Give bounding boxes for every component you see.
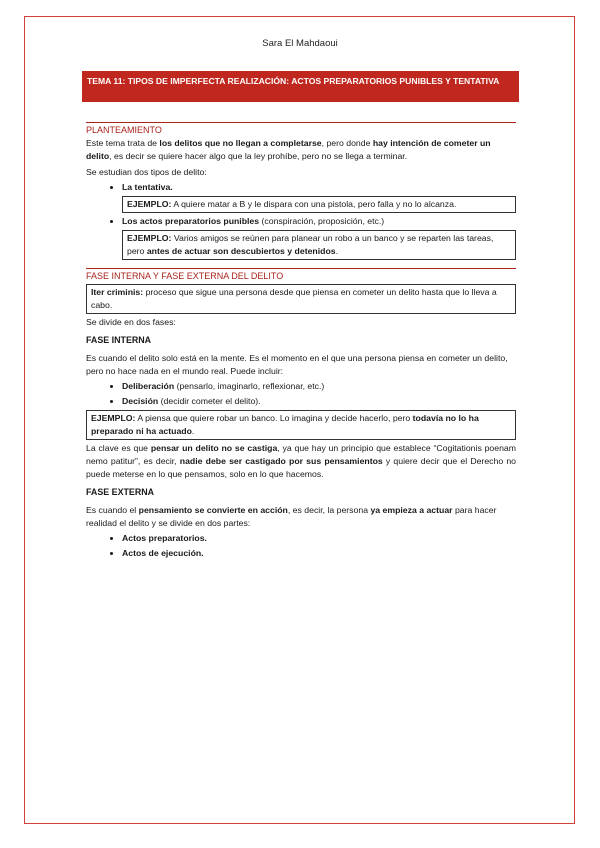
text-run: A quiere matar a B y le dispara con una pistola, pero falla y no lo alcanza. <box>171 199 457 209</box>
list-item-actos-ejecucion <box>122 547 516 560</box>
list-item-deliberacion <box>122 380 516 393</box>
text-run: , pero donde <box>321 138 373 148</box>
example-box-fase-interna <box>86 410 516 440</box>
text-run: La clave es que <box>86 443 151 453</box>
section-heading-planteamiento: PLANTEAMIENTO <box>86 122 516 137</box>
page-header-author: Sara El Mahdaoui <box>262 38 338 49</box>
example-box-tentativa <box>122 196 516 213</box>
bold-text-run: Los actos preparatorios punibles <box>122 216 260 226</box>
planteamiento-intro-list: Se estudian dos tipos de delito: <box>86 167 207 177</box>
bold-text-run: Actos preparatorios. <box>122 533 207 543</box>
bold-text-run: antes de actuar son descubiertos y detenidos <box>146 246 336 256</box>
text-run: A piensa que quiere robar un banco. Lo imagina y decide hacerlo, pero <box>135 413 413 423</box>
text-run: (conspiración, proposición, etc.) <box>259 216 385 226</box>
delito-types-list-2 <box>86 215 516 228</box>
bold-text-run: Deliberación <box>122 381 175 391</box>
text-run: . <box>191 426 195 436</box>
bold-text-run: ya empieza a actuar <box>370 505 453 515</box>
list-item-actos-preparatorios <box>122 215 516 228</box>
text-run: proceso que sigue una persona desde que piensa en cometer un delito hasta que lo lleva a cabo. <box>91 287 497 310</box>
bold-text-run: hay intención de cometer un delito <box>86 138 491 161</box>
text-run: , es decir se quiere hacer algo que la ley prohíbe, pero no se llega a terminar. <box>109 151 408 161</box>
text-run: Este tema trata de <box>86 138 160 148</box>
text-run: , ya que hay un principio que establece “Cogitationis poenam nemo patitur”, es decir, <box>86 443 516 466</box>
clave-paragraph <box>86 442 516 481</box>
fase-interna-list <box>86 380 516 408</box>
text-run: (pensarlo, imaginarlo, reflexionar, etc.) <box>174 381 325 391</box>
document-body <box>86 122 516 562</box>
iter-criminis-label: Iter criminis: <box>91 287 144 297</box>
bold-text-run: los delitos que no llegan a completarse <box>159 138 322 148</box>
text-run: Es cuando el <box>86 505 139 515</box>
section-heading-fases: FASE INTERNA Y FASE EXTERNA DEL DELITO <box>86 268 516 283</box>
bold-text-run: nadie debe ser castigado por sus pensamientos <box>179 456 383 466</box>
text-run: para hacer realidad el delito y se divide en dos partes: <box>86 505 497 528</box>
list-item-tentativa <box>122 181 516 194</box>
text-run: , es decir, la persona <box>287 505 371 515</box>
delito-types-list <box>86 181 516 194</box>
text-run: . <box>335 246 339 256</box>
example-box-actos-preparatorios <box>122 230 516 260</box>
list-item-actos-preparatorios-ext <box>122 532 516 545</box>
list-item-decision <box>122 395 516 408</box>
text-run: Varios amigos se reúnen para planear un robo a un banco y se reparten las tareas, pero <box>127 233 494 256</box>
bold-text-run: pensamiento se convierte en acción <box>138 505 288 515</box>
document-title: TEMA 11: TIPOS DE IMPERFECTA REALIZACIÓN: ACTOS PREPARATORIOS PUNIBLES Y TENTATIVA <box>82 71 519 102</box>
bold-text-run: todavía no lo ha preparado ni ha actuado <box>91 413 479 436</box>
bold-text-run: Decisión <box>122 396 159 406</box>
example-label: EJEMPLO: <box>127 233 172 243</box>
fase-interna-paragraph: Es cuando el delito solo está en la mente. Es el momento en el que una persona piensa en cometer un delito, pero no hace nada en el mundo real. Puede incluir: <box>86 353 508 376</box>
fases-divide-text: Se divide en dos fases: <box>86 317 176 327</box>
bold-text-run: La tentativa. <box>122 182 173 192</box>
fase-externa-paragraph <box>86 504 516 530</box>
text-run: (decidir cometer el delito). <box>158 396 261 406</box>
example-label: EJEMPLO: <box>91 413 136 423</box>
example-label: EJEMPLO: <box>127 199 172 209</box>
subheading-fase-externa: FASE EXTERNA <box>86 487 155 497</box>
bold-text-run: pensar un delito no se castiga <box>150 443 278 453</box>
fase-externa-list <box>86 532 516 560</box>
bold-text-run: Actos de ejecución. <box>122 548 204 558</box>
text-run: y quiere decir que el Derecho no puede meterse en lo que pensamos, solo en lo que hacemos. <box>86 456 516 479</box>
planteamiento-paragraph <box>86 137 516 163</box>
iter-criminis-box <box>86 284 516 314</box>
subheading-fase-interna: FASE INTERNA <box>86 335 152 345</box>
